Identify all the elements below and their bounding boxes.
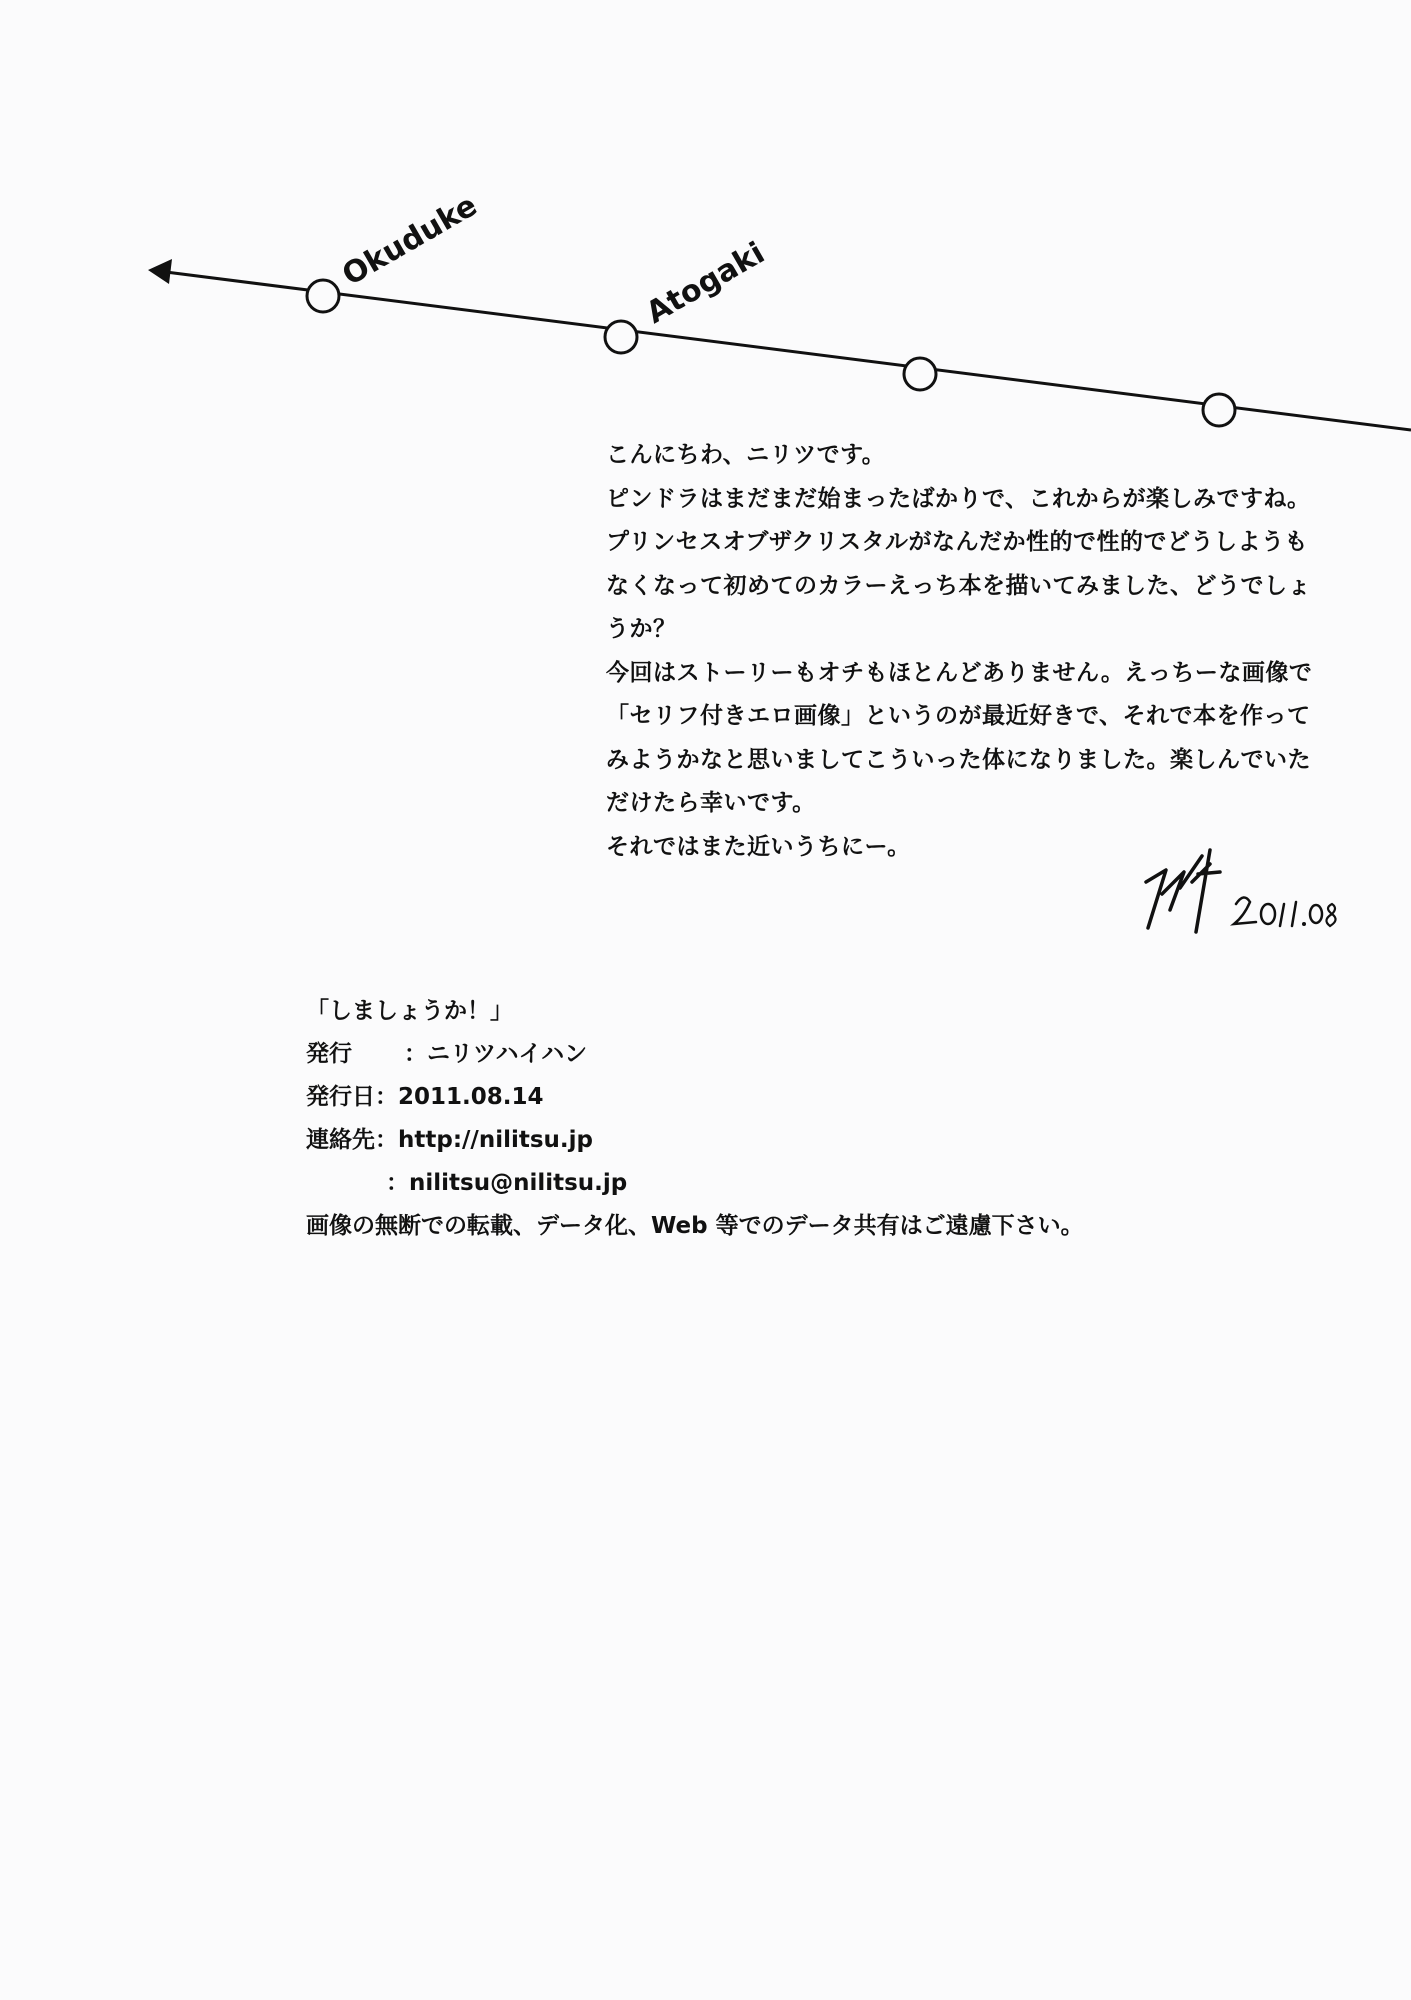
- author-signature: [1140, 842, 1340, 942]
- station-circle-3: [904, 358, 936, 390]
- afterword-line: みようかなと思いましてこういった体になりました。楽しんでいた: [606, 746, 1311, 773]
- afterword-line: ピンドラはまだまだ始まったばかりで、これからが楽しみですね。: [606, 485, 1311, 512]
- afterword-line: 「セリフ付きエロ画像」というのが最近好きで、それで本を作って: [606, 703, 1311, 729]
- station-circle-okuduke: [307, 280, 339, 312]
- afterword-line: 今回はストーリーもオチもほとんどありません。えっちーな画像で: [606, 659, 1313, 686]
- copyright-notice: 画像の無断での転載、データ化、Web 等でのデータ共有はご遠慮下さい。: [306, 1213, 1084, 1239]
- afterword-line: だけたら幸いです。: [606, 790, 816, 816]
- contact-email-row: [306, 1162, 1206, 1205]
- route-line-diagram: [0, 0, 1411, 460]
- afterword-line: プリンセスオブザクリスタルがなんだか性的で性的でどうしようも: [606, 529, 1309, 555]
- publish-date-value: ：2011.08.14: [375, 1084, 544, 1110]
- contact-label: 連絡先: [306, 1127, 375, 1153]
- station-label-okuduke: Okuduke: [336, 188, 484, 293]
- station-circle-4: [1203, 394, 1235, 426]
- arrow-head-icon: [148, 259, 172, 284]
- afterword-line: なくなって初めてのカラーえっち本を描いてみました、どうでしょ: [606, 572, 1311, 599]
- colophon-info: [306, 990, 1206, 1248]
- book-title: 「しましょうか！」: [306, 998, 513, 1024]
- publish-date-row: [306, 1076, 1206, 1119]
- contact-email-link[interactable]: ：nilitsu@nilitsu.jp: [386, 1170, 628, 1196]
- publisher-value: ：ニリツハイハン: [404, 1041, 588, 1067]
- afterword-line: こんにちわ、ニリツです。: [606, 442, 886, 468]
- publisher-row: [306, 1033, 1206, 1076]
- station-circle-atogaki: [605, 321, 637, 353]
- afterword-line: うか？: [606, 616, 677, 642]
- afterword-text: [606, 434, 1346, 869]
- publisher-label: 発行: [306, 1041, 352, 1067]
- contact-url-row: [306, 1119, 1206, 1162]
- contact-url-link[interactable]: ：http://nilitsu.jp: [375, 1127, 593, 1153]
- afterword-line: それではまた近いうちにー。: [606, 833, 911, 860]
- publish-date-label: 発行日: [306, 1084, 375, 1110]
- station-label-atogaki: Atogaki: [640, 235, 771, 331]
